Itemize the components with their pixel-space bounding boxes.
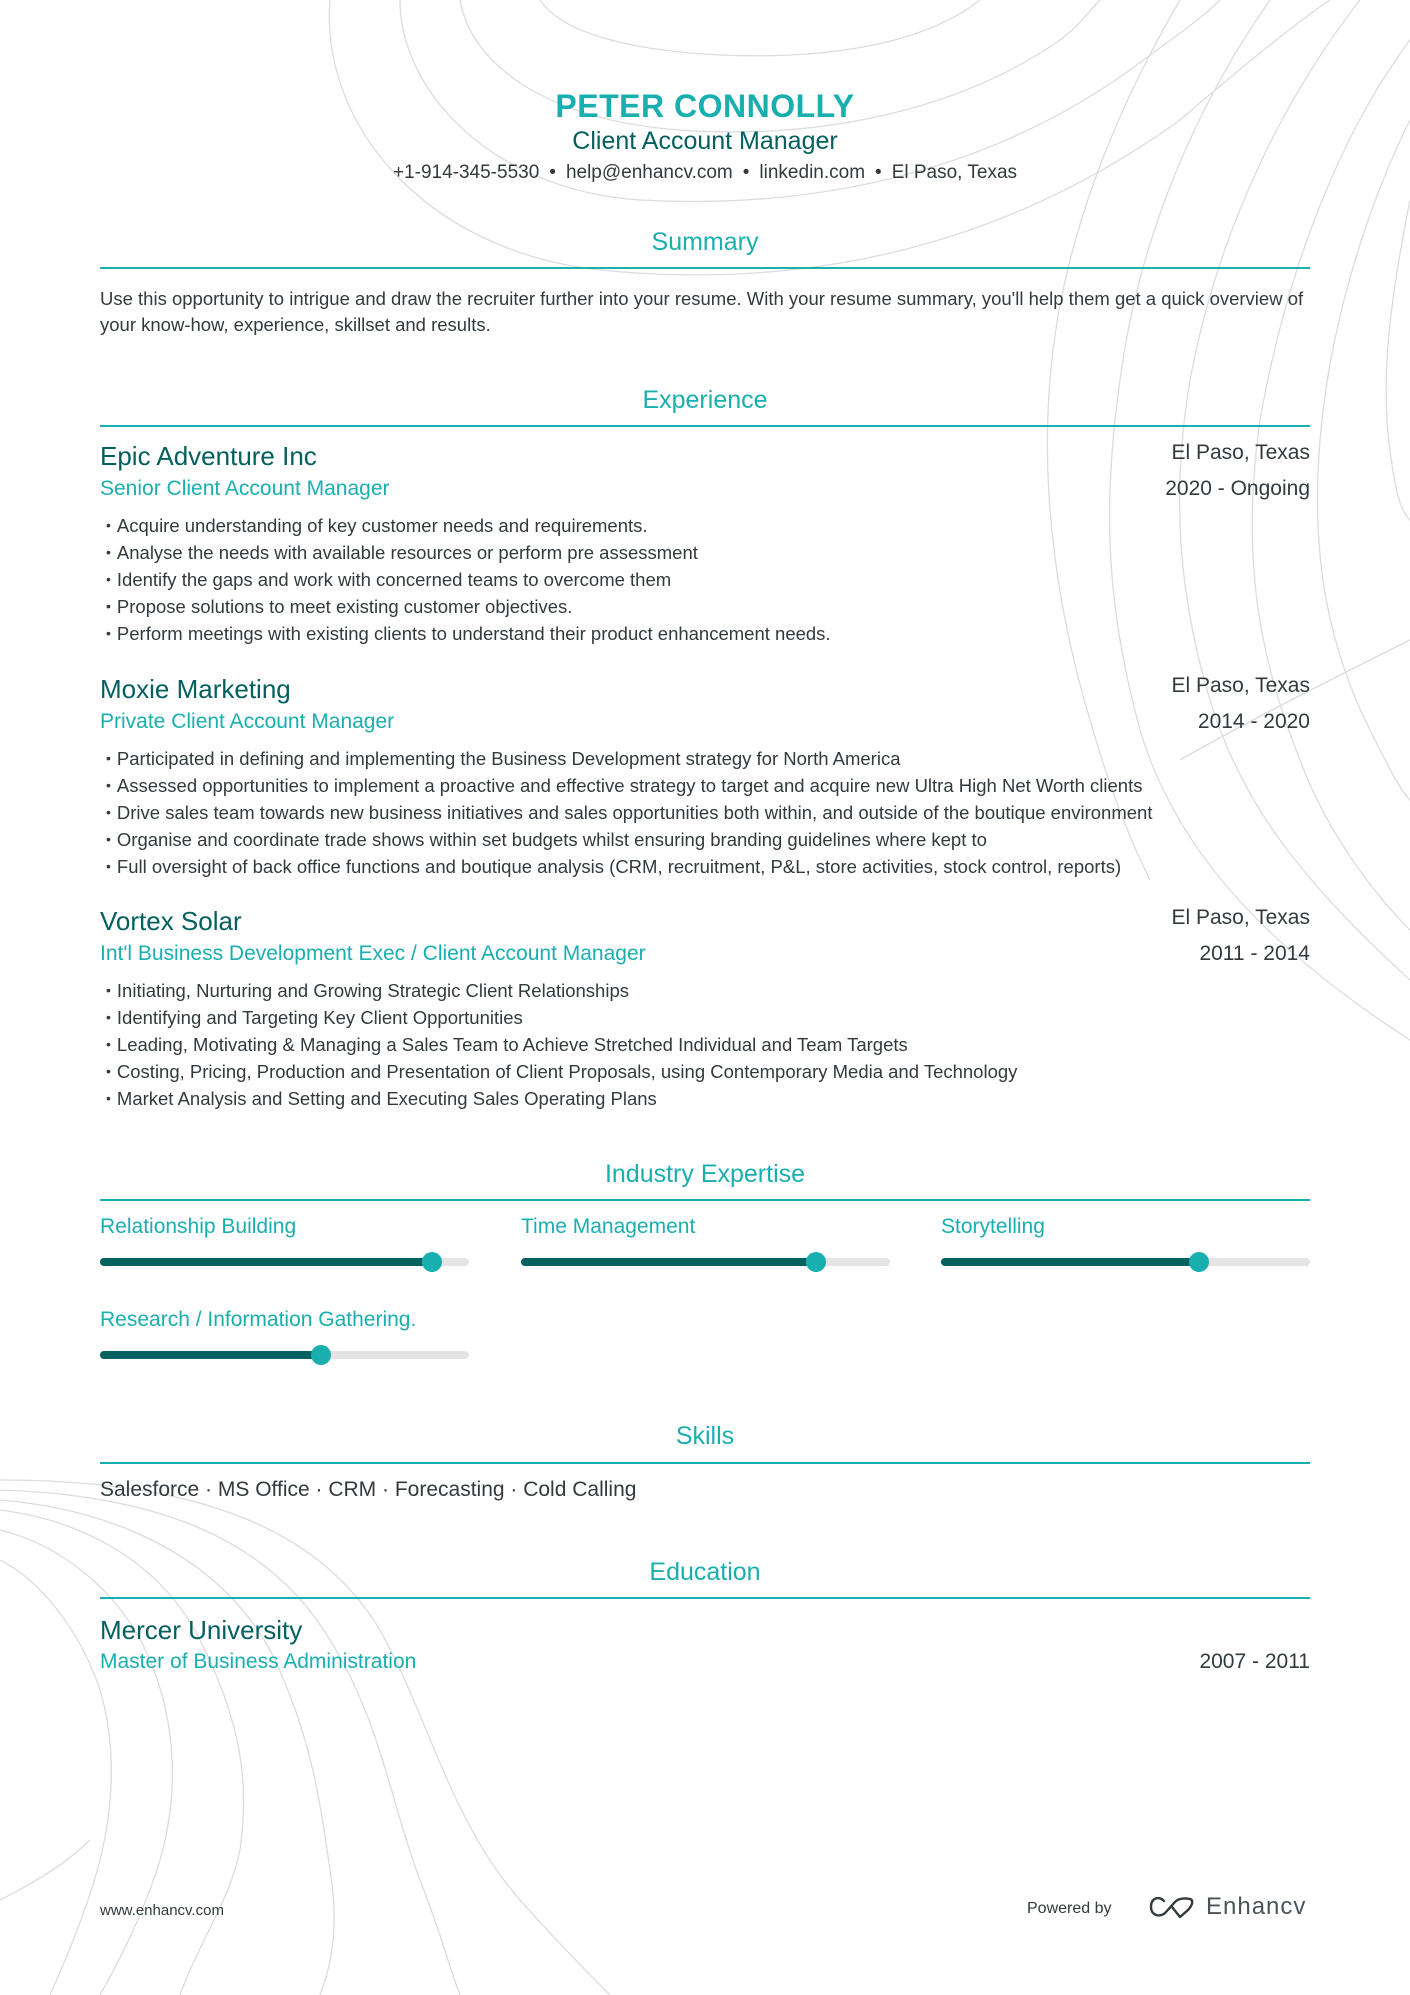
candidate-name: PETER CONNOLLY — [555, 88, 855, 124]
section-divider — [100, 425, 1310, 427]
contact-phone: +1-914-345-5530 — [392, 162, 540, 183]
bullet-item: • Market Analysis and Setting and Executing Sales Operating Plans — [100, 1085, 1017, 1112]
company-name: Vortex Solar — [100, 906, 242, 936]
company-name: Moxie Marketing — [100, 674, 291, 704]
summary-text: Use this opportunity to intrigue and draw the recruiter further into your resume. With your resume summary, you'll help them get a quick overview of your know-how, experience, skillset and results. — [100, 288, 1304, 335]
section-divider — [100, 1597, 1310, 1599]
education-dates: 2007 - 2011 — [1199, 1650, 1310, 1673]
expertise-level-bar — [100, 1258, 469, 1266]
section-heading-experience: Experience — [642, 386, 768, 414]
bullet-item: • Organise and coordinate trade shows within set budgets whilst ensuring branding guidelines where kept to — [100, 826, 1152, 853]
bullet-item: • Drive sales team towards new business initiatives and sales opportunities both within, and outside of the boutique environment — [100, 799, 1152, 826]
section-heading-skills: Skills — [675, 1422, 735, 1450]
bullet-item: • Participated in defining and implementing the Business Development strategy for North America — [100, 745, 1152, 772]
bullet-item: • Assessed opportunities to implement a proactive and effective strategy to target and acquire new Ultra High Net Worth clients — [100, 772, 1152, 799]
job-bullets — [100, 512, 831, 647]
footer-website-link[interactable]: www.enhancv.com — [100, 1902, 224, 1919]
bullet-item: • Identifying and Targeting Key Client Opportunities — [100, 1004, 1017, 1031]
brand-name: Enhancv — [1206, 1893, 1307, 1920]
contact-location: El Paso, Texas — [891, 162, 1018, 183]
contact-separator: • — [549, 162, 556, 183]
candidate-title: Client Account Manager — [572, 127, 838, 155]
enhancv-logo-icon — [1148, 1894, 1196, 1920]
job-dates: 2020 - Ongoing — [1165, 477, 1310, 500]
bullet-item: • Acquire understanding of key customer needs and requirements. — [100, 512, 831, 539]
job-location: El Paso, Texas — [1171, 674, 1310, 697]
job-bullets — [100, 745, 1152, 880]
company-name: Epic Adventure Inc — [100, 441, 317, 471]
level-knob — [1189, 1252, 1209, 1272]
degree: Master of Business Administration — [100, 1650, 417, 1673]
expertise-level-bar — [100, 1351, 469, 1359]
contact-linkedin[interactable]: linkedin.com — [759, 162, 866, 183]
section-divider — [100, 267, 1310, 269]
job-location: El Paso, Texas — [1171, 906, 1310, 929]
contact-separator: • — [742, 162, 750, 183]
bullet-item: • Propose solutions to meet existing customer objectives. — [100, 593, 831, 620]
job-role: Private Client Account Manager — [100, 710, 395, 733]
section-divider — [100, 1462, 1310, 1464]
contact-line — [0, 162, 1410, 184]
bullet-item: • Analyse the needs with available resources or perform pre assessment — [100, 539, 831, 566]
section-heading-summary: Summary — [651, 228, 759, 256]
job-role: Senior Client Account Manager — [100, 477, 390, 500]
section-divider — [100, 1199, 1310, 1201]
job-dates: 2011 - 2014 — [1199, 942, 1310, 965]
contact-separator: • — [875, 162, 882, 183]
job-bullets — [100, 977, 1017, 1112]
job-role: Int'l Business Development Exec / Client Account Manager — [100, 942, 646, 965]
powered-by-label: Powered by — [1027, 1900, 1112, 1917]
section-heading-industry-expertise: Industry Expertise — [604, 1160, 806, 1188]
expertise-label: Research / Information Gathering. — [100, 1308, 417, 1331]
level-knob — [311, 1345, 331, 1365]
expertise-level-bar — [521, 1258, 890, 1266]
bullet-item: • Initiating, Nurturing and Growing Strategic Client Relationships — [100, 977, 1017, 1004]
level-knob — [806, 1252, 826, 1272]
bullet-item: • Full oversight of back office functions and boutique analysis (CRM, recruitment, P&L, store activities, stock control, reports) — [100, 853, 1152, 880]
expertise-label: Relationship Building — [100, 1215, 297, 1238]
job-location: El Paso, Texas — [1171, 441, 1310, 464]
expertise-label: Time Management — [521, 1215, 696, 1238]
section-heading-education: Education — [649, 1558, 761, 1586]
bullet-item: • Perform meetings with existing clients to understand their product enhancement needs. — [100, 620, 831, 647]
enhancv-brand[interactable] — [1148, 1893, 1306, 1921]
bullet-item: • Identify the gaps and work with concerned teams to overcome them — [100, 566, 831, 593]
skills-list: Salesforce · MS Office · CRM · Forecasting · Cold Calling — [100, 1478, 637, 1501]
expertise-level-bar — [941, 1258, 1310, 1266]
bullet-item: • Leading, Motivating & Managing a Sales Team to Achieve Stretched Individual and Team Targets — [100, 1031, 1017, 1058]
expertise-label: Storytelling — [941, 1215, 1045, 1238]
school-name: Mercer University — [100, 1615, 303, 1645]
job-dates: 2014 - 2020 — [1197, 710, 1310, 733]
bullet-item: • Costing, Pricing, Production and Presentation of Client Proposals, using Contemporary Media and Technology — [100, 1058, 1017, 1085]
contact-email[interactable]: help@enhancv.com — [565, 162, 733, 183]
level-knob — [422, 1252, 442, 1272]
